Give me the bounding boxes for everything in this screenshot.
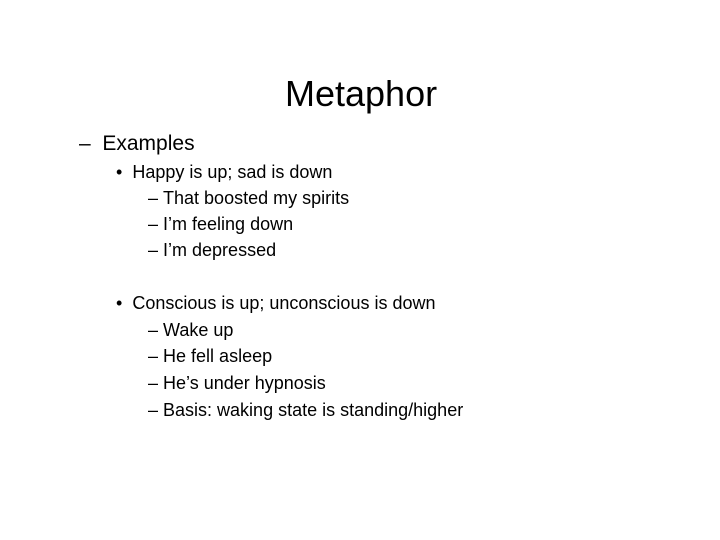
bullet-line <box>116 161 332 183</box>
sub-item-marker: – <box>148 373 159 393</box>
sub-item <box>148 213 293 235</box>
sub-item-text: Wake up <box>163 320 234 340</box>
sub-item-marker: – <box>148 320 159 340</box>
bullet-text: Happy is up; sad is down <box>132 162 333 182</box>
sub-item-marker: – <box>148 400 159 420</box>
bullet-marker: • <box>116 293 123 313</box>
sub-item-marker: – <box>148 188 159 208</box>
slide-title: Metaphor <box>285 73 438 114</box>
sub-item-text: I’m feeling down <box>163 214 294 234</box>
sub-item-text: Basis: waking state is standing/higher <box>163 400 464 420</box>
sub-item <box>148 239 276 261</box>
bullet-line <box>116 292 436 314</box>
heading-text: Examples <box>102 132 195 155</box>
sub-item-text: I’m depressed <box>163 240 277 260</box>
sub-item-marker: – <box>148 346 159 366</box>
sub-item <box>148 372 326 394</box>
sub-item <box>148 187 349 209</box>
sub-item <box>148 319 233 341</box>
sub-item-marker: – <box>148 240 159 260</box>
sub-item <box>148 399 463 421</box>
sub-item-text: That boosted my spirits <box>163 188 350 208</box>
bullet-marker: • <box>116 162 123 182</box>
bullet-text: Conscious is up; unconscious is down <box>132 293 436 313</box>
sub-item-text: He fell asleep <box>163 346 273 366</box>
sub-item <box>148 345 272 367</box>
sub-item-text: He’s under hypnosis <box>163 373 326 393</box>
sub-item-marker: – <box>148 214 159 234</box>
heading-line <box>79 131 195 157</box>
heading-marker: – <box>79 132 91 155</box>
